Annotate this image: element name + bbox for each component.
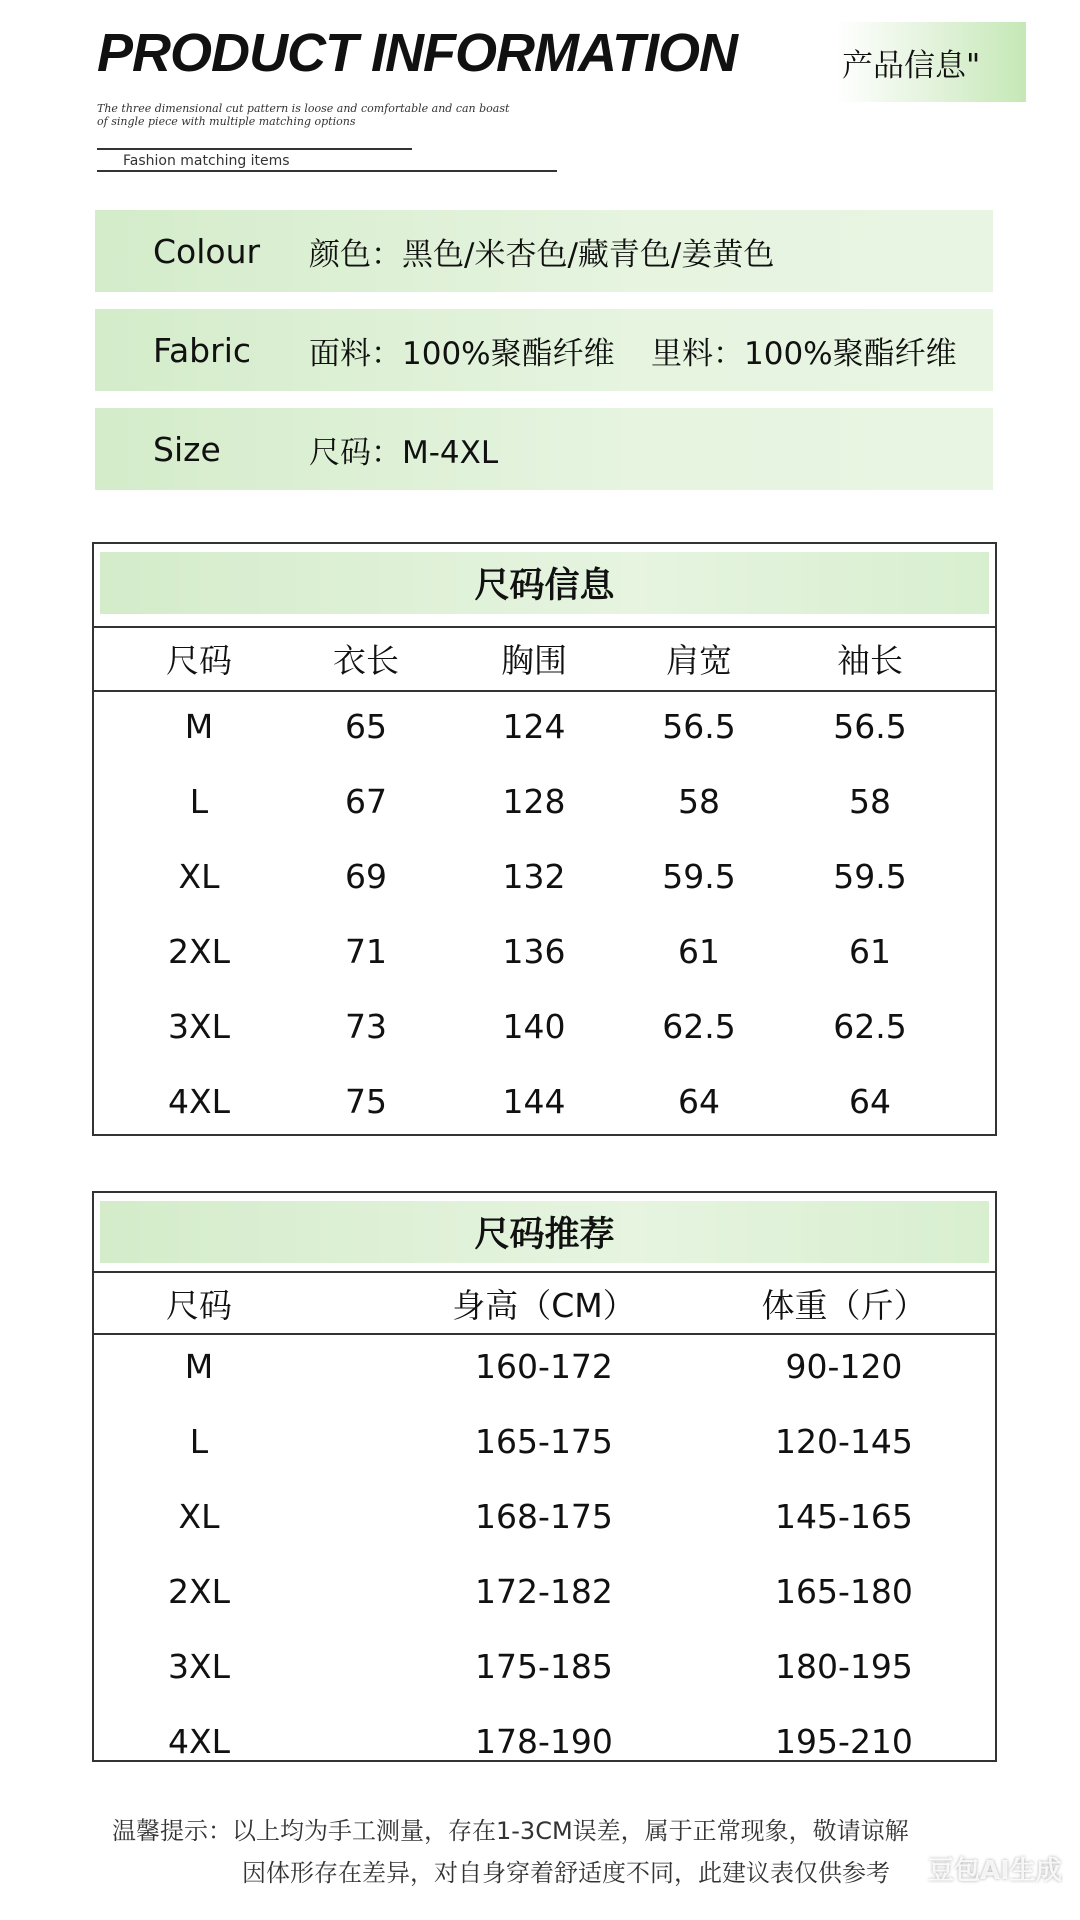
cell-height: 165-175 — [475, 1421, 613, 1461]
table-row — [94, 1071, 995, 1131]
info-row-colour — [95, 210, 993, 292]
cell-size: XL — [178, 856, 220, 896]
size-note — [112, 1810, 992, 1894]
column-header: 衣长 — [333, 640, 399, 680]
table-header-row — [94, 628, 995, 688]
cell-shoulder: 62.5 — [662, 1006, 736, 1046]
table-row — [94, 1636, 995, 1696]
cell-size: 3XL — [168, 1006, 230, 1046]
page-title: PRODUCT INFORMATION — [97, 23, 737, 83]
size-info-table — [92, 542, 997, 1136]
column-header: 身高（CM） — [452, 1285, 636, 1325]
cell-sleeve: 64 — [849, 1081, 891, 1121]
fabric-value: 面料：100%聚酯纤维 — [309, 335, 615, 372]
cell-shoulder: 56.5 — [662, 706, 736, 746]
size-recommend-table — [92, 1191, 997, 1762]
divider — [94, 690, 995, 692]
cell-size: M — [184, 1346, 214, 1386]
cell-height: 172-182 — [475, 1571, 613, 1611]
cell-height: 178-190 — [475, 1721, 613, 1761]
note-line-1: 温馨提示：以上均为手工测量，存在1-3CM误差，属于正常现象，敬请谅解 — [112, 1817, 909, 1845]
cell-sleeve: 61 — [849, 931, 891, 971]
cell-length: 65 — [345, 706, 387, 746]
subtitle: The three dimensional cut pattern is loose and comfortable and can boast of single piece with multiple matching options — [97, 102, 510, 128]
table-title-band — [100, 552, 989, 614]
cell-weight: 180-195 — [775, 1646, 913, 1686]
cell-sleeve: 59.5 — [833, 856, 907, 896]
cell-length: 69 — [345, 856, 387, 896]
note-line-2: 因体形存在差异，对自身穿着舒适度不同，此建议表仅供参考 — [242, 1859, 890, 1887]
cell-weight: 165-180 — [775, 1571, 913, 1611]
cell-size: 3XL — [168, 1646, 230, 1686]
cell-size: 4XL — [168, 1721, 230, 1761]
cell-shoulder: 61 — [678, 931, 720, 971]
column-header: 尺码 — [166, 1285, 232, 1325]
table-row — [94, 921, 995, 981]
column-header: 体重（斤） — [761, 1285, 927, 1325]
table-title: 尺码信息 — [474, 566, 615, 606]
size-value: 尺码：M-4XL — [309, 434, 499, 471]
cn-title-tag — [836, 22, 1026, 102]
colour-value: 颜色：黑色/米杏色/藏青色/姜黄色 — [309, 236, 775, 273]
size-label: Size — [153, 429, 221, 469]
cell-length: 71 — [345, 931, 387, 971]
cell-chest: 132 — [502, 856, 566, 896]
cell-size: XL — [178, 1496, 220, 1536]
column-header: 袖长 — [837, 640, 903, 680]
table-row — [94, 846, 995, 906]
cell-weight: 90-120 — [785, 1346, 903, 1386]
watermark: 豆包AI生成 — [928, 1856, 1062, 1886]
cell-size: M — [184, 706, 214, 746]
divider — [97, 170, 557, 172]
info-row-fabric — [95, 309, 993, 391]
fashion-label: Fashion matching items — [123, 153, 290, 169]
colour-label: Colour — [153, 231, 261, 271]
cell-weight: 120-145 — [775, 1421, 913, 1461]
divider — [97, 148, 412, 150]
cell-chest: 140 — [502, 1006, 566, 1046]
cell-height: 175-185 — [475, 1646, 613, 1686]
cell-weight: 195-210 — [775, 1721, 913, 1761]
column-header: 胸围 — [501, 640, 567, 680]
table-row — [94, 1561, 995, 1621]
cell-size: 2XL — [168, 1571, 230, 1611]
table-title-band — [100, 1201, 989, 1263]
table-row — [94, 1336, 995, 1396]
lining-value: 里料：100%聚酯纤维 — [651, 335, 957, 372]
cell-weight: 145-165 — [775, 1496, 913, 1536]
cell-chest: 144 — [502, 1081, 566, 1121]
cell-shoulder: 64 — [678, 1081, 720, 1121]
cell-chest: 124 — [502, 706, 566, 746]
cell-height: 160-172 — [475, 1346, 613, 1386]
cell-size: L — [189, 781, 209, 821]
cell-sleeve: 56.5 — [833, 706, 907, 746]
cell-shoulder: 58 — [678, 781, 720, 821]
table-row — [94, 696, 995, 756]
table-title: 尺码推荐 — [474, 1215, 615, 1255]
table-row — [94, 996, 995, 1056]
cn-title: 产品信息" — [842, 47, 981, 84]
cell-chest: 128 — [502, 781, 566, 821]
fabric-label: Fabric — [153, 330, 252, 370]
cell-height: 168-175 — [475, 1496, 613, 1536]
cell-size: L — [189, 1421, 209, 1461]
table-header-row — [94, 1273, 995, 1333]
cell-size: 4XL — [168, 1081, 230, 1121]
cell-size: 2XL — [168, 931, 230, 971]
table-row — [94, 771, 995, 831]
cell-sleeve: 62.5 — [833, 1006, 907, 1046]
table-row — [94, 1486, 995, 1546]
divider — [94, 1333, 995, 1335]
cell-sleeve: 58 — [849, 781, 891, 821]
cell-shoulder: 59.5 — [662, 856, 736, 896]
cell-length: 73 — [345, 1006, 387, 1046]
column-header: 肩宽 — [666, 640, 732, 680]
table-row — [94, 1711, 995, 1771]
table-row — [94, 1411, 995, 1471]
column-header: 尺码 — [166, 640, 232, 680]
cell-chest: 136 — [502, 931, 566, 971]
info-row-size — [95, 408, 993, 490]
cell-length: 67 — [345, 781, 387, 821]
cell-length: 75 — [345, 1081, 387, 1121]
